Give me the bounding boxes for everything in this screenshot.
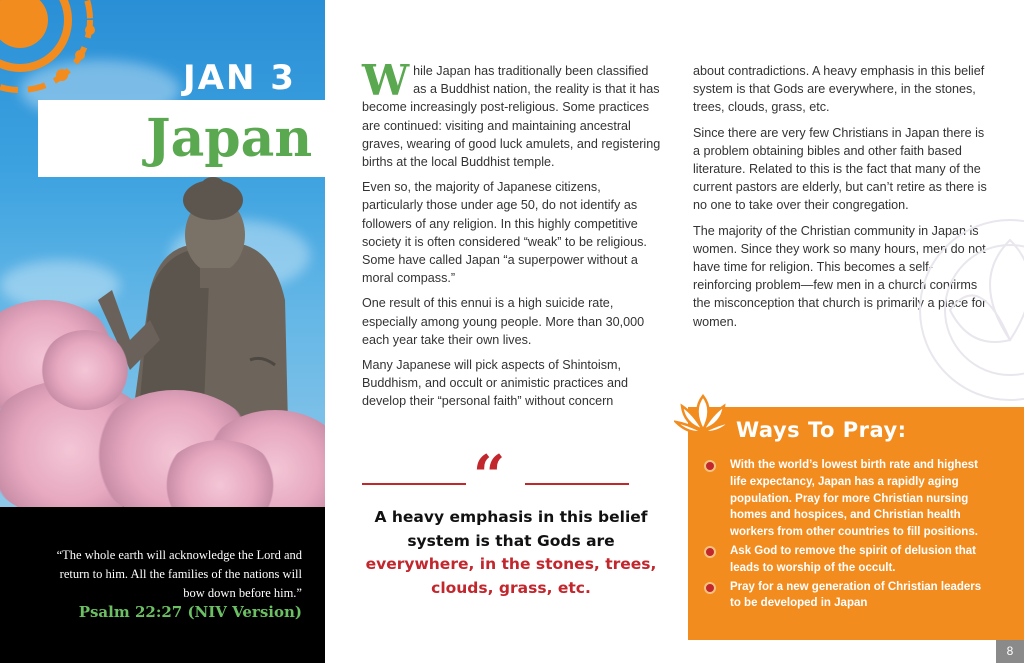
drop-cap: W xyxy=(362,56,410,105)
prayer-item xyxy=(704,543,994,577)
pull-quote-rule-right xyxy=(525,483,629,485)
article-column-1 xyxy=(362,56,662,418)
paragraph-1-text: hile Japan has traditionally been classified as a Buddhist nation, the reality is that it has become increasingly post-religious. Some practices are continued: visiting and maintaining ancestral graves, wearing of good luck amulets, and registering births at the local Buddhist temple. xyxy=(362,64,661,170)
paragraph-3: One result of this ennui is a high suicide rate, especially among young people. More than 30,000 each year take their own lives. xyxy=(362,296,645,347)
lotus-icon xyxy=(674,392,732,438)
pull-quote-black: A heavy emphasis in this belief system is that Gods are xyxy=(374,508,648,550)
prayer-item-text: With the world’s lowest birth rate and highest life expectancy, Japan has a rapidly aging population. Pray for more Christian nursing homes and hospices, and Christian health workers from other countries to fill positions. xyxy=(730,459,979,539)
prayer-item xyxy=(704,457,994,541)
prayer-item xyxy=(704,579,994,613)
prayer-list xyxy=(704,457,994,614)
pull-quote xyxy=(360,506,662,600)
bullet-icon xyxy=(704,546,716,558)
paragraph-2: Even so, the majority of Japanese citizens, particularly those under age 50, do not identify as followers of any religion. In this highly competitive society it is often considered “weak” to be religious. Some have called Japan “a superpower without a moral compass.” xyxy=(362,180,647,286)
paragraph-1 xyxy=(362,56,662,171)
verse-reference: Psalm 22:27 (NIV Version) xyxy=(78,603,302,621)
paragraph-7: The majority of the Christian community in Japan is women. Since they work so many hours, men do not have time for religion. This becomes a self-reinforcing problem—few men in a church confirms the misconception that church is primarily a place for women. xyxy=(693,223,987,329)
paragraph-5: about contradictions. A heavy emphasis in this belief system is that Gods are everywhere, in the stones, trees, clouds, grass, etc. xyxy=(693,64,985,115)
bullet-icon xyxy=(704,460,716,472)
prayer-item-text: Pray for a new generation of Christian leaders to be developed in Japan xyxy=(730,580,982,610)
ways-to-pray-title: Ways To Pray: xyxy=(736,418,907,442)
paragraph-6: Since there are very few Christians in Japan there is a problem obtaining bibles and other faith based literature. Related to this is the fact that many of the current pastors are elderly, but can’t retire as there is no one to take over their congregation. xyxy=(693,125,987,213)
verse-text: “The whole earth will acknowledge the Lord and return to him. All the families of the nations will bow down before him.” xyxy=(56,548,302,600)
date-label: JAN 3 xyxy=(183,58,296,98)
quote-mark-icon: “ xyxy=(473,443,506,509)
pull-quote-red: everywhere, in the stones, trees, clouds, grass, etc. xyxy=(365,555,657,597)
pull-quote-rule-left xyxy=(362,483,466,485)
mandala-ornament-icon xyxy=(0,0,110,110)
lotus-watermark-icon xyxy=(890,200,1024,420)
page-title: Japan xyxy=(146,108,313,169)
prayer-item-text: Ask God to remove the spirit of delusion that leads to worship of the occult. xyxy=(730,544,976,574)
page-number: 8 xyxy=(996,640,1024,663)
bullet-icon xyxy=(704,582,716,594)
paragraph-4: Many Japanese will pick aspects of Shintoism, Buddhism, and occult or animistic practices and develop their “personal faith” without concern xyxy=(362,358,628,409)
